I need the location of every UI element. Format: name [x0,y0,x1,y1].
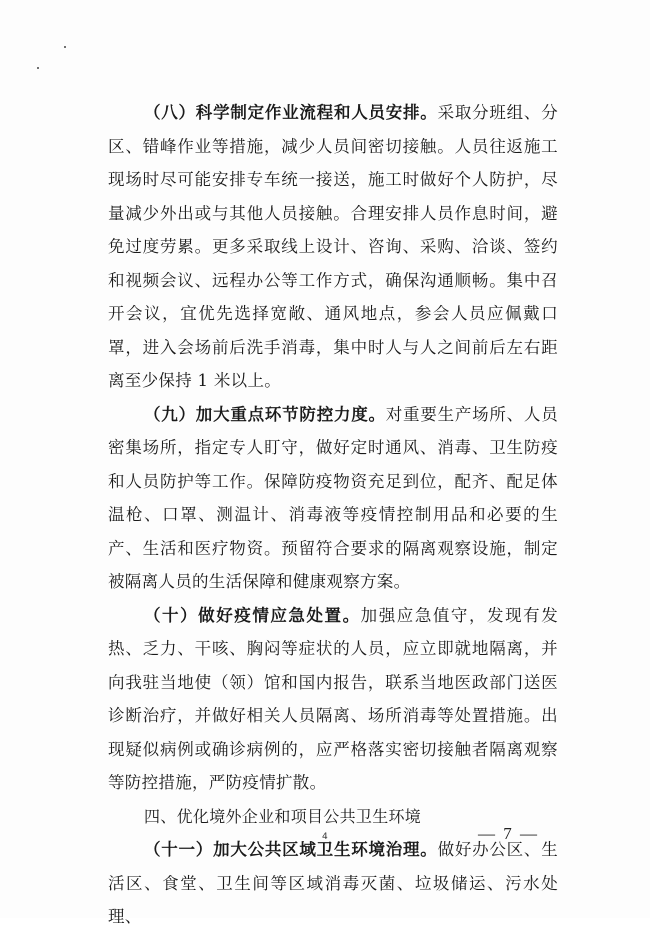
paragraph-10 [108,599,558,800]
paragraph-8-heading: （八）科学制定作业流程和人员安排。 [144,103,438,122]
document-body [108,96,558,934]
paragraph-10-text: 加强应急值守，发现有发热、乏力、干咳、胸闷等症状的人员，应立即就地隔离，并向我驻当地使（领）馆和国内报告，联系当地医政部门送医诊断治疗，并做好相关人员隔离、场所消毒等处置措施。出现疑似病例或确诊病例的，应严格落实密切接触者隔离观察等防控措施，严防疫情扩散。 [108,605,558,792]
paragraph-9-heading: （九）加大重点环节防控力度。 [144,404,386,424]
page-mark: 4 [322,832,328,842]
paragraph-10-heading: （十）做好疫情应急处置。 [144,605,361,625]
scan-speck [37,67,39,69]
section-heading: 四、优化境外企业和项目公共卫生环境 [144,806,422,826]
paragraph-9-text: 对重要生产场所、人员密集场所，指定专人盯守，做好定时通风、消毒、卫生防疫和人员防护等工作。保障防疫物资充足到位，配齐、配足体温枪、口罩、测温计、消毒液等疫情控制用品和必要的生产、生活和医疗物资。预留符合要求的隔离观察设施，制定被隔离人员的生活保障和健康观察方案。 [108,404,559,591]
paragraph-11 [108,833,558,934]
paragraph-11-heading: （十一）加大公共区域卫生环境治理。 [144,840,438,859]
scan-speck [64,46,66,48]
paragraph-8-text: 采取分班组、分区、错峰作业等措施，减少人员间密切接触。人员往返施工现场时尽可能安排专车统一接送，施工时做好个人防护，尽量减少外出或与其他人员接触。合理安排人员作息时间，避免过度劳累。更多采取线上设计、咨询、采购、洽谈、签约和视频会议、远程办公等工作方式，确保沟通顺畅。集中召开会议，宜优先选择宽敞、通风地点，参会人员应佩戴口罩，进入会场前后洗手消毒，集中时人与人之间前后左右距离至少保持 1 米以上。 [108,103,558,390]
paragraph-11-text: 做好办公区、生活区、食堂、卫生间等区域消毒灭菌、垃圾储运、污水处理、 [108,840,558,926]
paragraph-8 [108,96,558,398]
paragraph-9 [108,398,558,599]
page-number: — 7 — [478,824,539,843]
